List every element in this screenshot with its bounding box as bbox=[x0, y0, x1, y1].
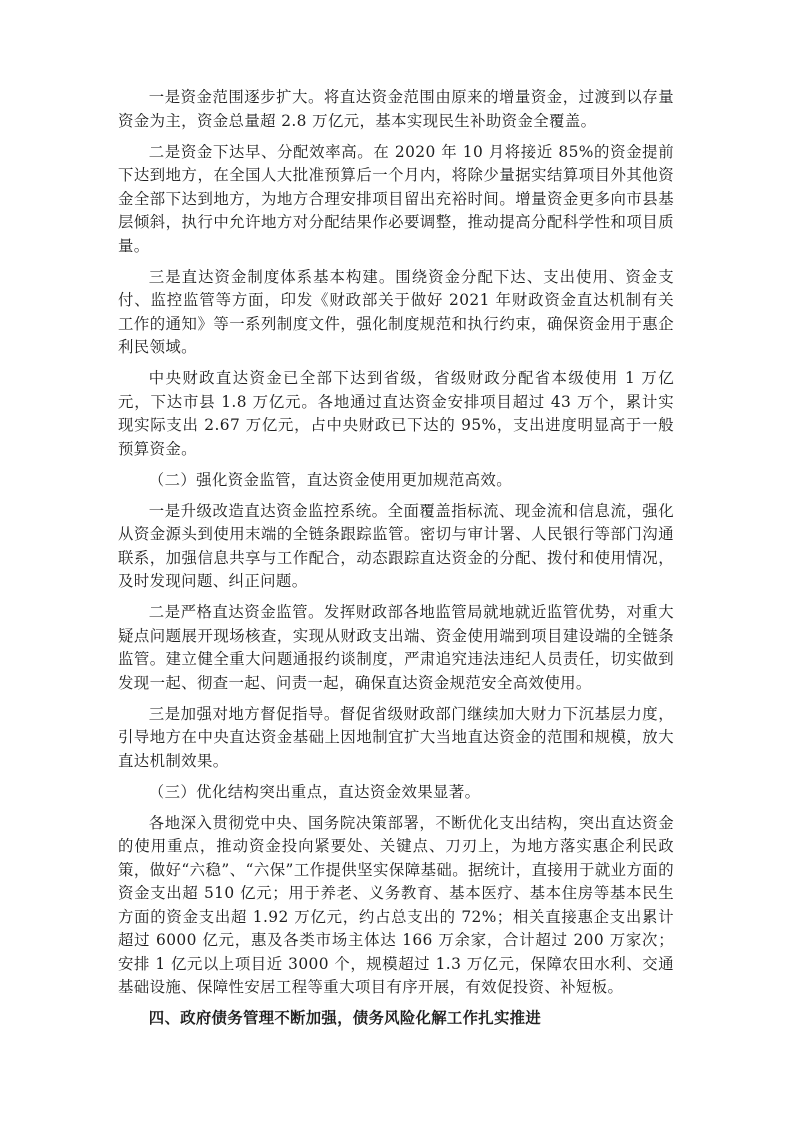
paragraph-fund-progress: 中央财政直达资金已全部下达到省级，省级财政分配省本级使用 1 万亿元，下达市县 1.8 万亿元。各地通过直达资金安排项目超过 43 万个，累计实现实际支出 2.67 万亿元，占中央财政已下达的 95%，支出进度明显高于一般预算资金。 bbox=[118, 369, 674, 458]
paragraph-fund-allocation: 二是资金下达早、分配效率高。在 2020 年 10 月将接近 85%的资金提前下达到地方，在全国人大批准预算后一个月内，将除少量据实结算项目外其他资金全部下达到地方，为地方合理安排项目留出充裕时间。增量资金更多向市县基层倾斜，执行中允许地方对分配结果作必要调整，推动提高分配科学性和项目质量。 bbox=[118, 142, 674, 255]
document-page bbox=[118, 86, 674, 1031]
paragraph-monitoring-system: 一是升级改造直达资金监控系统。全面覆盖指标流、现金流和信息流，强化从资金源头到使用末端的全链条跟踪监管。密切与审计署、人民银行等部门沟通联系，加强信息共享与工作配合，动态跟踪直达资金的分配、拨付和使用情况，及时发现问题、纠正问题。 bbox=[118, 501, 674, 590]
section-4-heading: 四、政府债务管理不断加强，债务风险化解工作扎实推进 bbox=[148, 1009, 542, 1027]
paragraph-strict-supervision: 二是严格直达资金监管。发挥财政部各地监管局就地就近监管优势，对重大疑点问题展开现场核查，实现从财政支出端、资金使用端到项目建设端的全链条监管。建立健全重大问题通报约谈制度，严肃追究违法违纪人员责任，切实做到发现一起、彻查一起、问责一起，确保直达资金规范安全高效使用。 bbox=[118, 603, 674, 692]
section-2-title: （二）强化资金监管，直达资金使用更加规范高效。 bbox=[148, 470, 512, 489]
paragraph-fund-system: 三是直达资金制度体系基本构建。围绕资金分配下达、支出使用、资金支付、监控监管等方面，印发《财政部关于做好 2021 年财政资金直达机制有关工作的通知》等一系列制度文件，强化制度规范和执行约束，确保资金用于惠企利民领域。 bbox=[118, 267, 674, 356]
paragraph-fund-scope: 一是资金范围逐步扩大。将直达资金范围由原来的增量资金，过渡到以存量资金为主，资金总量超 2.8 万亿元，基本实现民生补助资金全覆盖。 bbox=[118, 88, 674, 130]
paragraph-structure-effect: 各地深入贯彻党中央、国务院决策部署，不断优化支出结构，突出直达资金的使用重点，推动资金投向紧要处、关键点、刀刃上，为地方落实惠企利民政策，做好“六稳”、“六保”工作提供坚实保障基础。据统计，直接用于就业方面的资金支出超 510 亿元；用于养老、义务教育、基本医疗、基本住房等基本民生方面的资金支出超 1.92 万亿元，约占总支出的 72%；相关直接惠企支出累计超过 6000 亿元，惠及各类市场主体达 166 万余家，合计超过 200 万家次；安排 1 亿元以上项目近 3000 个，规模超过 1.3 万亿元，保障农田水利、交通基础设施、保障性安居工程等重大项目有序开展，有效促投资、补短板。 bbox=[118, 813, 674, 996]
paragraph-local-guidance: 三是加强对地方督促指导。督促省级财政部门继续加大财力下沉基层力度，引导地方在中央直达资金基础上因地制宜扩大当地直达资金的范围和规模，放大直达机制效果。 bbox=[118, 704, 674, 770]
section-3-title: （三）优化结构突出重点，直达资金效果显著。 bbox=[148, 782, 481, 801]
